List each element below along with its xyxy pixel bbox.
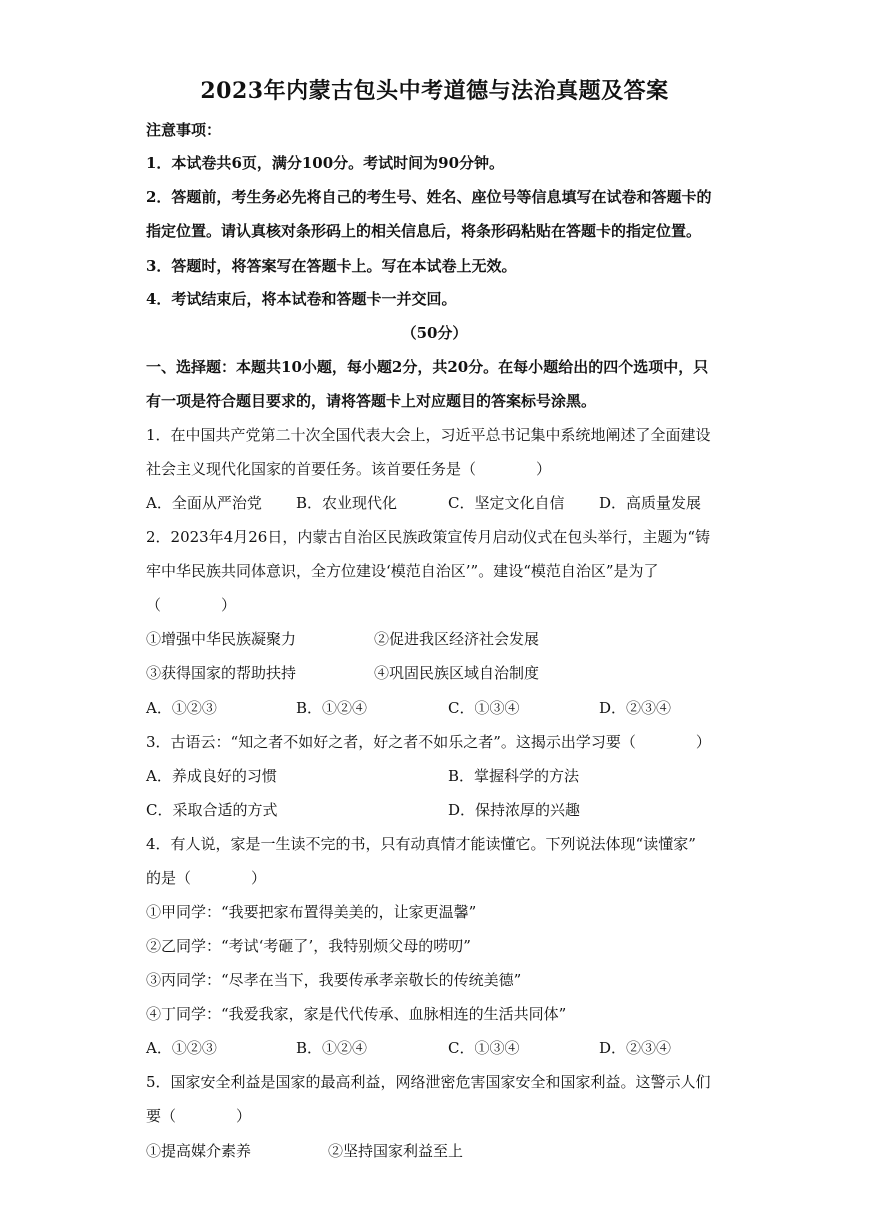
- notice-2: 2．答题前，考生务必先将自己的考生号、姓名、座位号等信息填写在试卷和答题卡的: [146, 188, 712, 206]
- q2-option-a: A．①②③: [146, 699, 217, 717]
- q2-item-4: ④巩固民族区域自治制度: [374, 664, 540, 682]
- q1-option-a: A．全面从严治党: [146, 494, 262, 512]
- score-label: （50分）: [401, 324, 468, 342]
- q3-option-d: D．保持浓厚的兴趣: [448, 801, 581, 819]
- q2-item-1: ①增强中华民族凝聚力: [146, 630, 297, 648]
- q1-option-c: C．坚定文化自信: [448, 494, 565, 512]
- q2-item-2: ②促进我区经济社会发展: [374, 630, 540, 648]
- q4-option-d: D．②③④: [599, 1039, 672, 1057]
- q2-stem: 2．2023年4月26日，内蒙古自治区民族政策宣传月启动仪式在包头举行，主题为“铸: [146, 528, 711, 546]
- section-instructions-cont: 有一项是符合题目要求的，请将答题卡上对应题目的答案标号涂黑。: [146, 392, 597, 410]
- q5-item-1: ①提高媒介素养: [146, 1142, 252, 1160]
- notice-heading: 注意事项：: [146, 121, 222, 139]
- q4-item-3: ③丙同学：“尽孝在当下，我要传承孝亲敬长的传统美德”: [146, 971, 522, 989]
- q4-item-2: ②乙同学：“考试‘考砸了’，我特别烦父母的唠叨”: [146, 937, 471, 955]
- q3-option-a: A．养成良好的习惯: [146, 767, 277, 785]
- document-title: 2023年内蒙古包头中考道德与法治真题及答案: [200, 78, 669, 104]
- notice-1: 1．本试卷共6页，满分100分。考试时间为90分钟。: [146, 154, 505, 172]
- notice-4: 4．考试结束后，将本试卷和答题卡一并交回。: [146, 290, 457, 308]
- notice-3: 3．答题时，将答案写在答题卡上。写在本试卷上无效。: [146, 257, 517, 275]
- q2-stem-blank: （ ）: [146, 596, 237, 614]
- q4-stem-cont: 的是（ ）: [146, 869, 267, 887]
- q2-option-b: B．①②④: [296, 699, 368, 717]
- q5-stem-cont: 要（ ）: [146, 1107, 252, 1125]
- q3-stem: 3．古语云：“知之者不如好之者，好之者不如乐之者”。这揭示出学习要（ ）: [146, 733, 711, 751]
- q4-option-b: B．①②④: [296, 1039, 368, 1057]
- q4-stem: 4．有人说，家是一生读不完的书，只有动真情才能读懂它。下列说法体现“读懂家”: [146, 835, 696, 853]
- q1-stem: 1．在中国共产党第二十次全国代表大会上，习近平总书记集中系统地阐述了全面建设: [146, 426, 711, 444]
- section-instructions: 一、选择题：本题共10小题，每小题2分，共20分。在每小题给出的四个选项中，只: [146, 358, 709, 376]
- q4-item-1: ①甲同学：“我要把家布置得美美的，让家更温馨”: [146, 903, 477, 921]
- q4-option-c: C．①③④: [448, 1039, 520, 1057]
- q2-option-d: D．②③④: [599, 699, 672, 717]
- q2-option-c: C．①③④: [448, 699, 520, 717]
- q3-option-b: B．掌握科学的方法: [448, 767, 580, 785]
- q2-stem-cont: 牢中华民族共同体意识，全方位建设‘模范自治区’”。建设“模范自治区”是为了: [146, 562, 659, 580]
- q3-option-c: C．采取合适的方式: [146, 801, 278, 819]
- q1-option-b: B．农业现代化: [296, 494, 398, 512]
- q5-item-2: ②坚持国家利益至上: [328, 1142, 464, 1160]
- q5-stem: 5．国家安全利益是国家的最高利益，网络泄密危害国家安全和国家利益。这警示人们: [146, 1073, 711, 1091]
- q4-item-4: ④丁同学：“我爱我家，家是代代传承、血脉相连的生活共同体”: [146, 1005, 567, 1023]
- notice-2-cont: 指定位置。请认真核对条形码上的相关信息后，将条形码粘贴在答题卡的指定位置。: [146, 222, 702, 240]
- q1-stem-cont: 社会主义现代化国家的首要任务。该首要任务是（ ）: [146, 460, 552, 478]
- q2-item-3: ③获得国家的帮助扶持: [146, 664, 297, 682]
- q1-option-d: D．高质量发展: [599, 494, 702, 512]
- q4-option-a: A．①②③: [146, 1039, 217, 1057]
